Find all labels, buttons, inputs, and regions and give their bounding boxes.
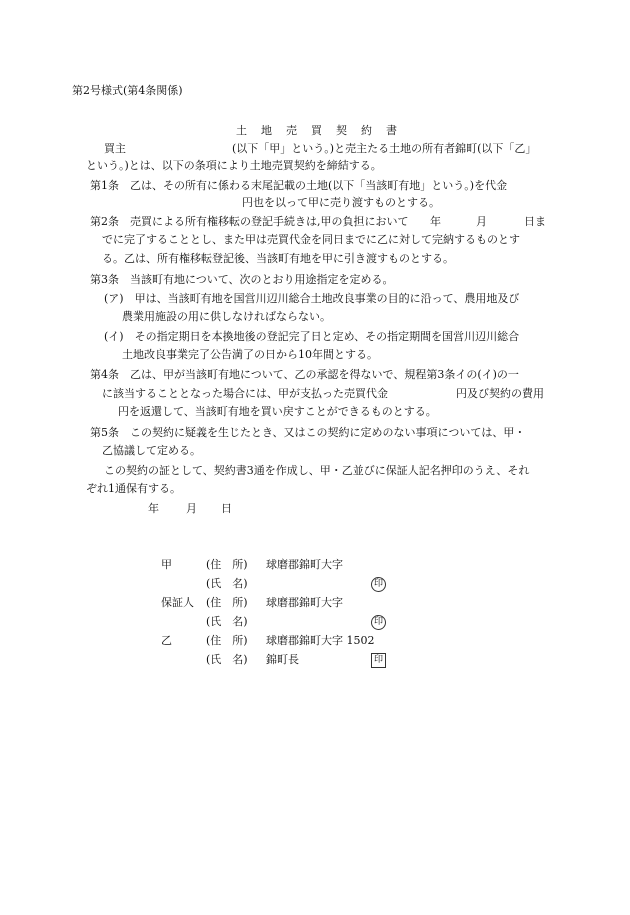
article-3-line-1: 第3条 当該町有地について、次のとおり用途指定を定める。 <box>90 273 394 286</box>
party-otsu-label: 乙 <box>161 634 172 647</box>
otsu-name-value: 錦町長 <box>266 653 299 666</box>
article-5-line-1: 第5条 この契約に疑義を生じたとき、又はこの契約に定めのない事項については、甲・ <box>90 426 526 439</box>
closing-line-1: この契約の証として、契約書3通を作成し、甲・乙並びに保証人記名押印のうえ、それ <box>104 464 530 477</box>
address-value: 球磨郡錦町大字 <box>266 558 343 571</box>
article-3-b-line-2: 土地改良事業完了公告満了の日から10年間とする。 <box>122 348 378 361</box>
title-char: 買 <box>311 124 322 137</box>
article-5-line-2: 乙協議して定める。 <box>102 444 201 457</box>
article-3-a-line-2: 農業用施設の用に供しなければならない。 <box>122 310 331 323</box>
address-label: (住 所) <box>206 558 248 571</box>
address-label: (住 所) <box>206 634 248 647</box>
address-value: 球磨郡錦町大字 <box>266 596 343 609</box>
seal-icon: 印 <box>371 615 386 630</box>
date-year: 年 <box>148 502 159 515</box>
closing-line-2: ぞれ1通保有する。 <box>86 482 181 495</box>
title-char: 地 <box>261 124 272 137</box>
seal-icon: 印 <box>371 577 386 592</box>
name-label: (氏 名) <box>206 615 248 628</box>
article-2-line-3: る。乙は、所有権移転登記後、当該町有地を甲に引き渡すものとする。 <box>102 252 454 265</box>
date-day: 日 <box>221 502 232 515</box>
article-2-year: 年 <box>430 215 441 228</box>
article-4-line-1: 第4条 乙は、甲が当該町有地について、乙の承認を得ないで、規程第3条イの(イ)の一 <box>90 368 519 381</box>
buyer-label: 買主 <box>104 142 126 155</box>
title-char: 売 <box>286 124 297 137</box>
title-char: 約 <box>361 124 372 137</box>
article-2-line-2: でに完了することとし、また甲は売買代金を同日までに乙に対して完納するものとす <box>102 233 520 246</box>
form-label: 第2号様式(第4条関係) <box>72 84 183 97</box>
page-title <box>236 123 397 139</box>
name-label: (氏 名) <box>206 653 248 666</box>
article-2-month: 月 <box>476 215 487 228</box>
address-label: (住 所) <box>206 596 248 609</box>
date-month: 月 <box>186 502 197 515</box>
title-char: 書 <box>386 124 397 137</box>
party-ko-label: 甲 <box>161 558 172 571</box>
article-4-line-3: 円を返還して、当該町有地を買い戻すことができるものとする。 <box>118 405 437 418</box>
preamble-line-1: (以下「甲」という。)と売主たる土地の所有者錦町(以下「乙」 <box>232 142 537 155</box>
article-2-day: 日ま <box>524 215 546 228</box>
article-4-line-2a: に該当することとなった場合には、甲が支払った売買代金 <box>102 387 388 400</box>
title-char: 土 <box>236 124 247 137</box>
otsu-address-value: 球磨郡錦町大字 1502 <box>266 634 375 647</box>
seal-icon: 印 <box>371 653 386 668</box>
article-4-line-2b: 円及び契約の費用 <box>456 387 544 400</box>
preamble-line-2: という。)とは、以下の条項により土地売買契約を締結する。 <box>86 159 382 172</box>
article-1-line-2: 円也を以って甲に売り渡すものとする。 <box>242 196 440 209</box>
article-1-line-1: 第1条 乙は、その所有に係わる末尾記載の土地(以下「当該町有地」という。)を代金 <box>90 179 508 192</box>
guarantor-label: 保証人 <box>161 596 194 609</box>
title-char: 契 <box>336 124 347 137</box>
name-label: (氏 名) <box>206 577 248 590</box>
article-2-line-1: 第2条 売買による所有権移転の登記手続きは,甲の負担において <box>90 215 409 228</box>
article-3-a-line-1: (ア) 甲は、当該町有地を国営川辺川総合土地改良事業の目的に沿って、農用地及び <box>104 292 520 305</box>
article-3-b-line-1: (イ) その指定期日を本換地後の登記完了日と定め、その指定期間を国営川辺川総合 <box>104 330 520 343</box>
